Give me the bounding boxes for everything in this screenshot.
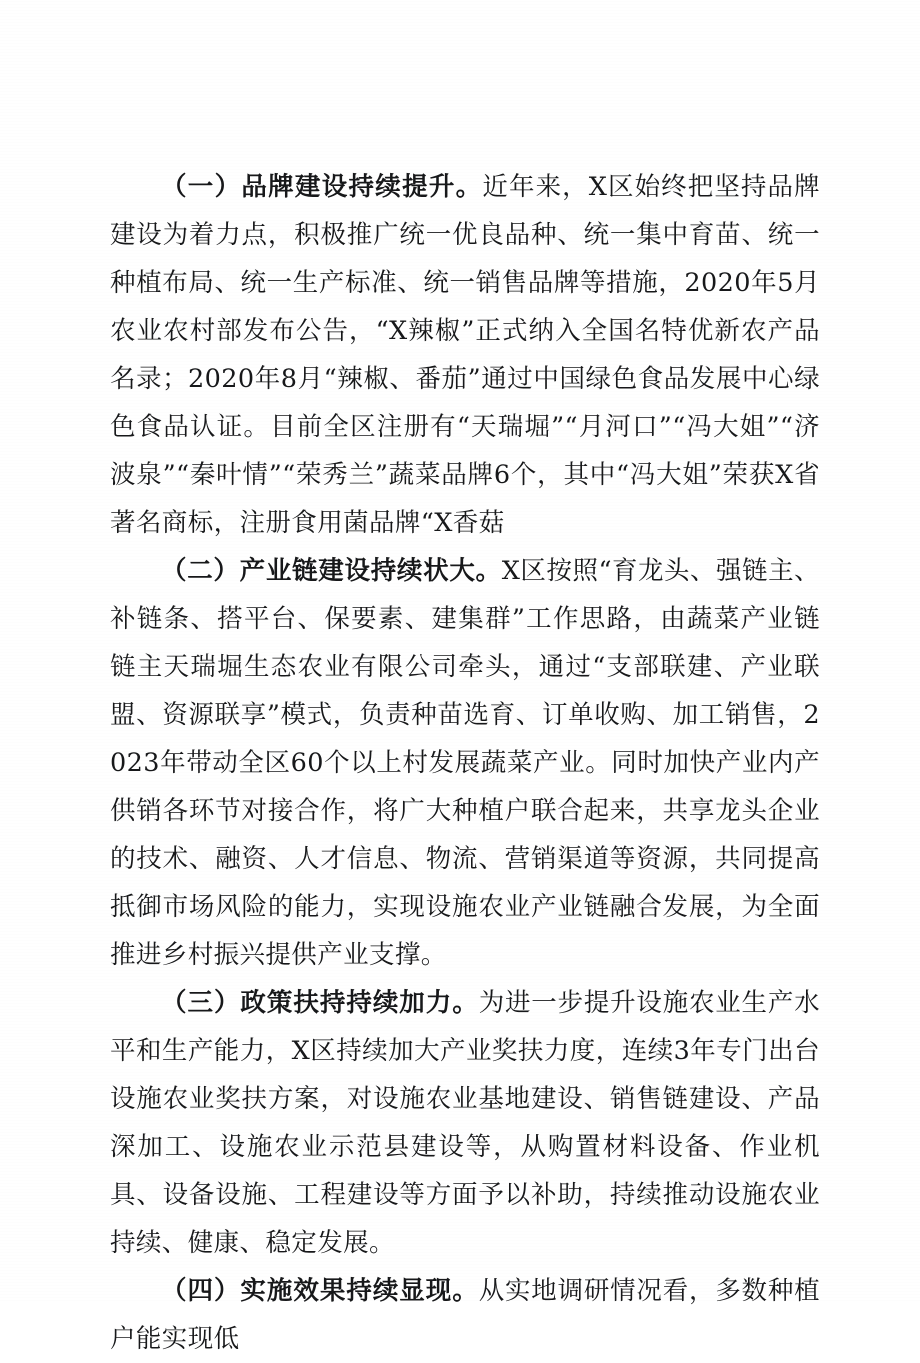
section-3-heading: （三）政策扶持持续加力。 [161, 988, 479, 1018]
section-4-body: 从实地调研情况看，多数种植户能实现低 [110, 1276, 820, 1354]
section-3-body: 为进一步提升设施农业生产水平和生产能力，X区持续加大产业奖扶力度，连续3年专门出台设施农业奖扶方案，对设施农业基地建设、销售链建设、产品深加工、设施农业示范县建设等，从购置材料设备、作业机具、设备设施、工程建设等方面予以补助，持续推动设施农业持续、健康、稳定发展。 [110, 988, 820, 1258]
section-2-heading: （二）产业链建设持续状大。 [161, 556, 502, 586]
document-body [110, 163, 820, 1363]
paragraph-section-3 [110, 979, 820, 1267]
paragraph-section-4 [110, 1267, 820, 1363]
paragraph-section-2 [110, 547, 820, 979]
section-4-heading: （四）实施效果持续显现。 [161, 1276, 479, 1306]
section-1-heading: （一）品牌建设持续提升。 [161, 172, 483, 202]
section-2-body: X区按照“育龙头、强链主、补链条、搭平台、保要素、建集群”工作思路，由蔬菜产业链链主天瑞堀生态农业有限公司牵头，通过“支部联建、产业联盟、资源联享”模式，负责种苗选育、订单收购、加工销售，2023年带动全区60个以上村发展蔬菜产业。同时加快产业内产供销各环节对接合作，将广大种植户联合起来，共享龙头企业的技术、融资、人才信息、物流、营销渠道等资源，共同提高抵御市场风险的能力，实现设施农业产业链融合发展，为全面推进乡村振兴提供产业支撑。 [110, 556, 820, 970]
section-1-body: 近年来，X区始终把坚持品牌建设为着力点，积极推广统一优良品种、统一集中育苗、统一种植布局、统一生产标准、统一销售品牌等措施，2020年5月农业农村部发布公告，“X辣椒”正式纳入全国名特优新农产品名录；2020年8月“辣椒、番茄”通过中国绿色食品发展中心绿色食品认证。目前全区注册有“天瑞堀”“月河口”“冯大姐”“济波泉”“秦叶情”“荣秀兰”蔬菜品牌6个，其中“冯大姐”荣获X省著名商标，注册食用菌品牌“X香菇 [110, 172, 820, 538]
paragraph-section-1 [110, 163, 820, 547]
